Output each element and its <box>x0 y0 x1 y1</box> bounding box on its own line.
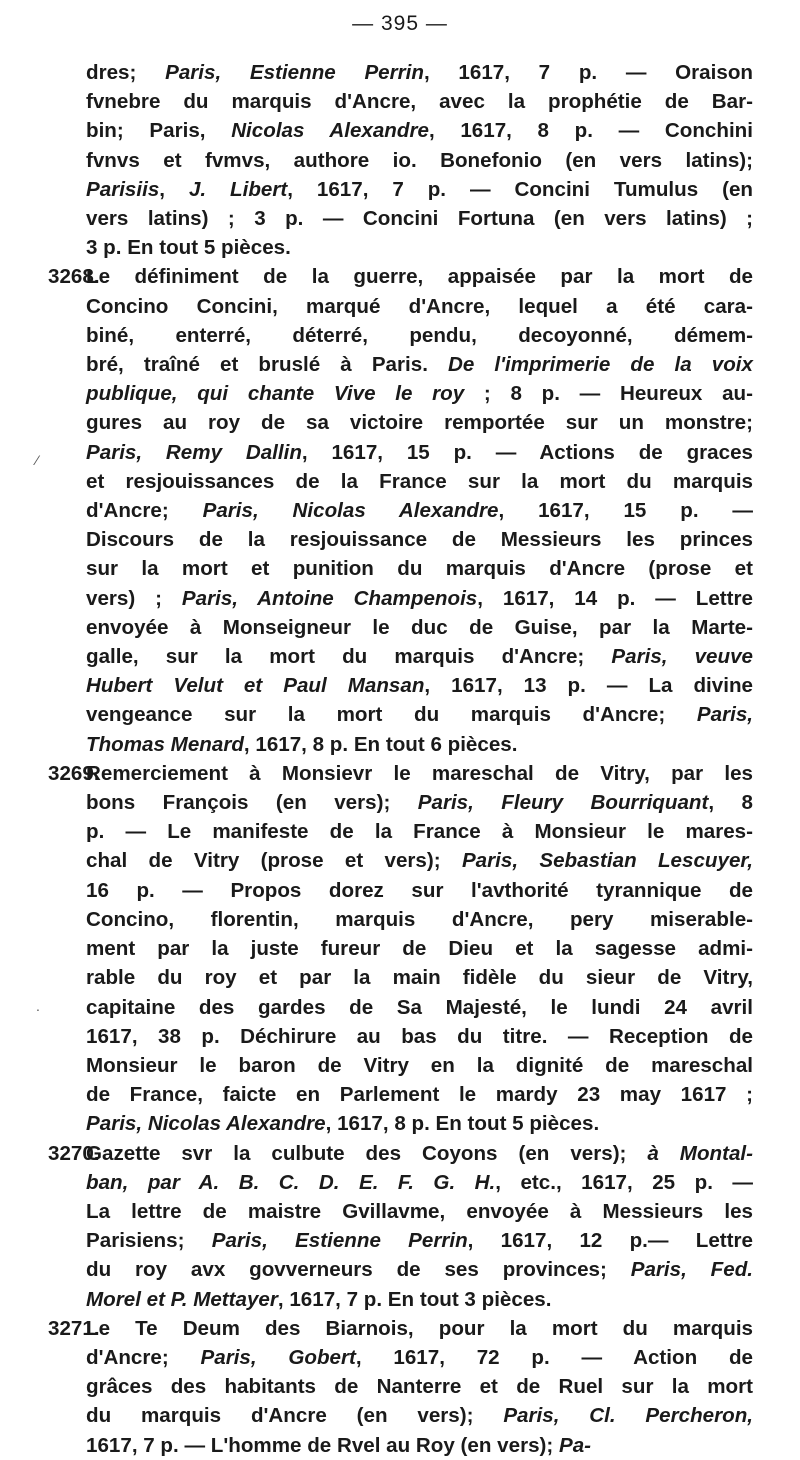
text-segment: Le Te Deum des Biarnois, pour la mort du marquis <box>86 1316 753 1340</box>
text-line <box>86 642 753 671</box>
italic-imprint: publique, qui chante Vive le roy <box>86 382 465 406</box>
text-segment: 1617, 38 p. Déchirure au bas du titre. — Reception de <box>86 1024 753 1048</box>
text-segment: gures au roy de sa victoire remportée sur un monstre; <box>86 411 753 435</box>
entry-number: 3269. <box>48 761 100 785</box>
italic-imprint: Paris, <box>696 703 753 727</box>
italic-imprint: Paris, veuve <box>611 645 753 669</box>
entry-first-line <box>48 1314 753 1343</box>
text-segment: , 1617, 8 p. En tout 6 pièces. <box>243 732 518 756</box>
text-segment: de France, faicte en Parlement le mardy 23 may 1617 ; <box>86 1083 753 1107</box>
text-line <box>86 817 753 846</box>
entry-number: 3270. <box>48 1141 100 1165</box>
text-segment: galle, sur la mort du marquis d'Ancre; <box>86 645 612 669</box>
text-line <box>86 408 753 437</box>
text-segment: du roy avx govverneurs de ses provinces; <box>86 1258 631 1282</box>
text-line <box>86 993 753 1022</box>
text-line <box>86 87 753 116</box>
text-segment: Concino Concini, marqué d'Ancre, lequel a été cara- <box>86 294 753 318</box>
text-line <box>86 321 753 350</box>
text-segment: Monsieur le baron de Vitry en la dignité de mareschal <box>86 1053 753 1077</box>
text-segment: , etc., 1617, 25 p. — <box>495 1170 754 1194</box>
text-segment: du marquis d'Ancre (en vers); <box>86 1404 504 1428</box>
entry-number: 3271. <box>48 1316 100 1340</box>
text-line <box>86 1080 753 1109</box>
text-line <box>86 146 753 175</box>
margin-tick-mark: ⁄ <box>36 452 39 468</box>
text-line <box>86 175 753 204</box>
italic-imprint: Paris, Gobert <box>200 1345 356 1369</box>
italic-imprint: à Montal- <box>647 1141 753 1165</box>
text-segment: , <box>159 177 189 201</box>
text-line <box>86 934 753 963</box>
italic-imprint: Morel et P. Mettayer <box>86 1287 278 1311</box>
text-segment: , 1617, 14 p. — Lettre <box>477 586 753 610</box>
text-segment: bin; Paris, <box>86 119 232 143</box>
text-segment: ment par la juste fureur de Dieu et la sagesse admi- <box>86 937 753 961</box>
catalog-text <box>48 58 753 1460</box>
italic-imprint: Paris, Estienne Perrin <box>211 1229 468 1253</box>
text-line <box>86 1022 753 1051</box>
text-line <box>86 350 753 379</box>
text-segment: dres; <box>86 61 166 84</box>
text-segment: et resjouissances de la France sur la mort du marquis <box>86 469 753 493</box>
text-line <box>86 1168 753 1197</box>
text-line <box>86 1343 753 1372</box>
text-line <box>86 730 753 759</box>
text-segment: , 1617, 72 p. — Action de <box>355 1345 753 1369</box>
text-line <box>86 1226 753 1255</box>
text-segment: capitaine des gardes de Sa Majesté, le lundi 24 avril <box>86 995 753 1019</box>
entry-first-line <box>48 759 753 788</box>
text-line <box>86 963 753 992</box>
italic-imprint: Paris, Fleury Bourriquant <box>417 791 709 815</box>
text-line <box>86 1109 753 1138</box>
text-segment: 16 p. — Propos dorez sur l'avthorité tyrannique de <box>86 878 753 902</box>
text-segment: vers latins) ; 3 p. — Concini Fortuna (en vers latins) ; <box>86 207 753 231</box>
text-segment: envoyée à Monseigneur le duc de Guise, par la Marte- <box>86 615 753 639</box>
text-line <box>86 292 753 321</box>
italic-imprint: Paris, Estienne Perrin <box>165 61 424 84</box>
italic-imprint: Hubert Velut et Paul Mansan <box>86 674 425 698</box>
margin-dot-mark: . <box>36 998 40 1014</box>
text-line <box>86 438 753 467</box>
text-segment: rable du roy et par la main fidèle du sieur de Vitry, <box>86 966 753 990</box>
text-line <box>86 204 753 233</box>
text-segment: Parisiens; <box>86 1229 212 1253</box>
text-line <box>86 1401 753 1430</box>
text-line <box>86 467 753 496</box>
text-line <box>86 1051 753 1080</box>
text-line <box>86 379 753 408</box>
text-segment: vers) ; <box>86 586 182 610</box>
text-line <box>86 700 753 729</box>
text-segment: chal de Vitry (prose et vers); <box>86 849 462 873</box>
text-segment: , 1617, 8 p. En tout 5 pièces. <box>325 1112 600 1136</box>
text-segment: biné, enterré, déterré, pendu, decoyonné, démem- <box>86 323 753 347</box>
text-segment: , 1617, 15 p. — <box>498 499 753 523</box>
text-segment: fvnebre du marquis d'Ancre, avec la prophétie de Bar- <box>86 90 753 114</box>
text-line <box>86 788 753 817</box>
text-line <box>86 554 753 583</box>
italic-imprint: Paris, Nicolas Alexandre <box>86 1112 326 1136</box>
text-segment: d'Ancre; <box>86 499 203 523</box>
italic-imprint: Paris, Sebastian Lescuyer, <box>461 849 753 873</box>
text-line <box>86 1431 753 1460</box>
text-line <box>86 233 753 262</box>
italic-imprint: J. Libert <box>188 177 288 201</box>
text-segment: Discours de la resjouissance de Messieurs les princes <box>86 528 753 552</box>
text-line <box>86 58 753 87</box>
text-segment: , 1617, 15 p. — Actions de graces <box>301 440 753 464</box>
italic-imprint: Paris, Antoine Champenois <box>181 586 478 610</box>
italic-imprint: Paris, Cl. Percheron, <box>503 1404 753 1428</box>
italic-imprint: De l'imprimerie de la voix <box>448 353 753 377</box>
text-line <box>86 116 753 145</box>
text-segment: La lettre de maistre Gvillavme, envoyée à Messieurs les <box>86 1199 753 1223</box>
text-segment: , 1617, 7 p. — Oraison <box>423 61 753 84</box>
italic-imprint: Nicolas Alexandre <box>231 119 429 143</box>
text-segment: , 1617, 8 p. — Conchini <box>428 119 753 143</box>
text-segment: 1617, 7 p. — L'homme de Rvel au Roy (en vers); <box>86 1433 559 1457</box>
italic-imprint: Paris, Fed. <box>630 1258 753 1282</box>
text-line <box>86 496 753 525</box>
text-segment: , 1617, 12 p.— Lettre <box>467 1229 753 1253</box>
text-segment: ; 8 p. — Heureux au- <box>464 382 753 406</box>
text-line <box>86 1255 753 1284</box>
text-segment: , 1617, 7 p. — Concini Tumulus (en <box>287 177 753 201</box>
italic-imprint: Paris, Remy Dallin <box>86 440 302 464</box>
text-line <box>86 1372 753 1401</box>
text-segment: Le définiment de la guerre, appaisée par la mort de <box>86 265 753 289</box>
text-segment: grâces des habitants de Nanterre et de Ruel sur la mort <box>86 1375 753 1399</box>
text-segment: fvnvs et fvmvs, authore io. Bonefonio (en vers latins); <box>86 148 753 172</box>
text-line <box>86 905 753 934</box>
text-segment: sur la mort et punition du marquis d'Ancre (prose et <box>86 557 753 581</box>
text-line <box>86 671 753 700</box>
italic-imprint: Thomas Menard <box>86 732 244 756</box>
text-line <box>86 876 753 905</box>
text-segment: d'Ancre; <box>86 1345 201 1369</box>
text-line <box>86 1285 753 1314</box>
italic-imprint: Paris, Nicolas Alexandre <box>202 499 499 523</box>
text-segment: bré, traîné et bruslé à Paris. <box>86 353 448 377</box>
text-segment: p. — Le manifeste de la France à Monsieur le mares- <box>86 820 753 844</box>
text-segment: , 1617, 7 p. En tout 3 pièces. <box>277 1287 552 1311</box>
entry-first-line <box>48 262 753 291</box>
text-line <box>86 525 753 554</box>
text-line <box>86 846 753 875</box>
text-segment: Concino, florentin, marquis d'Ancre, pery miserable- <box>86 907 753 931</box>
entry-number: 3268. <box>48 265 100 289</box>
page-number: — 395 — <box>352 12 448 35</box>
text-line <box>86 584 753 613</box>
entry-first-line <box>48 1139 753 1168</box>
text-segment: , 8 <box>708 791 753 815</box>
text-line <box>86 613 753 642</box>
text-segment: Remerciement à Monsievr le mareschal de Vitry, par les <box>86 761 753 785</box>
text-segment: vengeance sur la mort du marquis d'Ancre; <box>86 703 697 727</box>
italic-imprint: Parisiis <box>86 177 160 201</box>
text-line <box>86 1197 753 1226</box>
text-segment: , 1617, 13 p. — La divine <box>424 674 753 698</box>
italic-imprint: ban, par A. B. C. D. E. F. G. H. <box>86 1170 496 1194</box>
text-segment: 3 p. En tout 5 pièces. <box>86 236 291 260</box>
text-segment: bons François (en vers); <box>86 791 418 815</box>
text-segment: Gazette svr la culbute des Coyons (en vers); <box>86 1141 648 1165</box>
italic-imprint: Pa- <box>558 1433 592 1457</box>
